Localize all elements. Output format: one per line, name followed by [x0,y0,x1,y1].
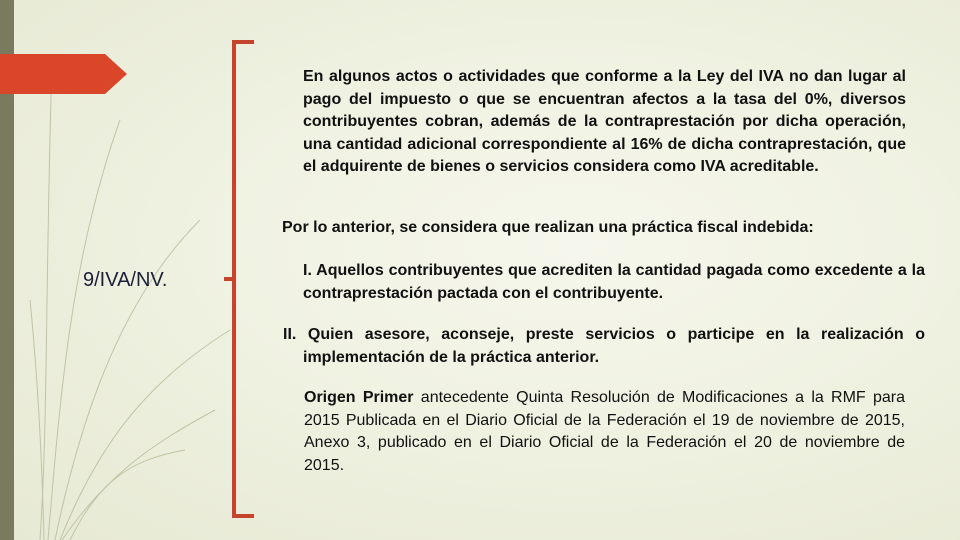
list-item: I. Aquellos contribuyentes que acrediten la cantidad pagada como excedente a la contraprestación pactada con el contribuyente. [303,262,925,302]
list-item: II. Quien asesore, aconseje, preste servicios o participe en la realización o implementación de la práctica anterior. [283,326,925,366]
red-arrow-shape [0,54,130,94]
origen-label: Origen Primer [304,389,414,406]
origen-text: antecedente Quinta Resolución de Modificaciones a la RMF para 2015 Publicada en el Diario Oficial de la Federación el 19 de noviembre de 2015, Anexo 3, publicado en el Diario Oficial de la Federación el 20 de noviembre de 2015. [304,389,905,474]
conclusion-line: Por lo anterior, se considera que realizan una práctica fiscal indebida: [282,219,814,236]
origen-paragraph [304,387,905,477]
intro-paragraph: En algunos actos o actividades que conforme a la Ley del IVA no dan lugar al pago del impuesto o que se encuentran afectos a la tasa del 0%, diversos contribuyentes cobran, además de la contraprestación por dicha operación, una cantidad adicional correspondiente al 16% de dicha contraprestación, que el adquirente de bienes o servicios considera como IVA acreditable. [303,68,906,175]
rule-code: 9/IVA/NV. [83,269,168,291]
